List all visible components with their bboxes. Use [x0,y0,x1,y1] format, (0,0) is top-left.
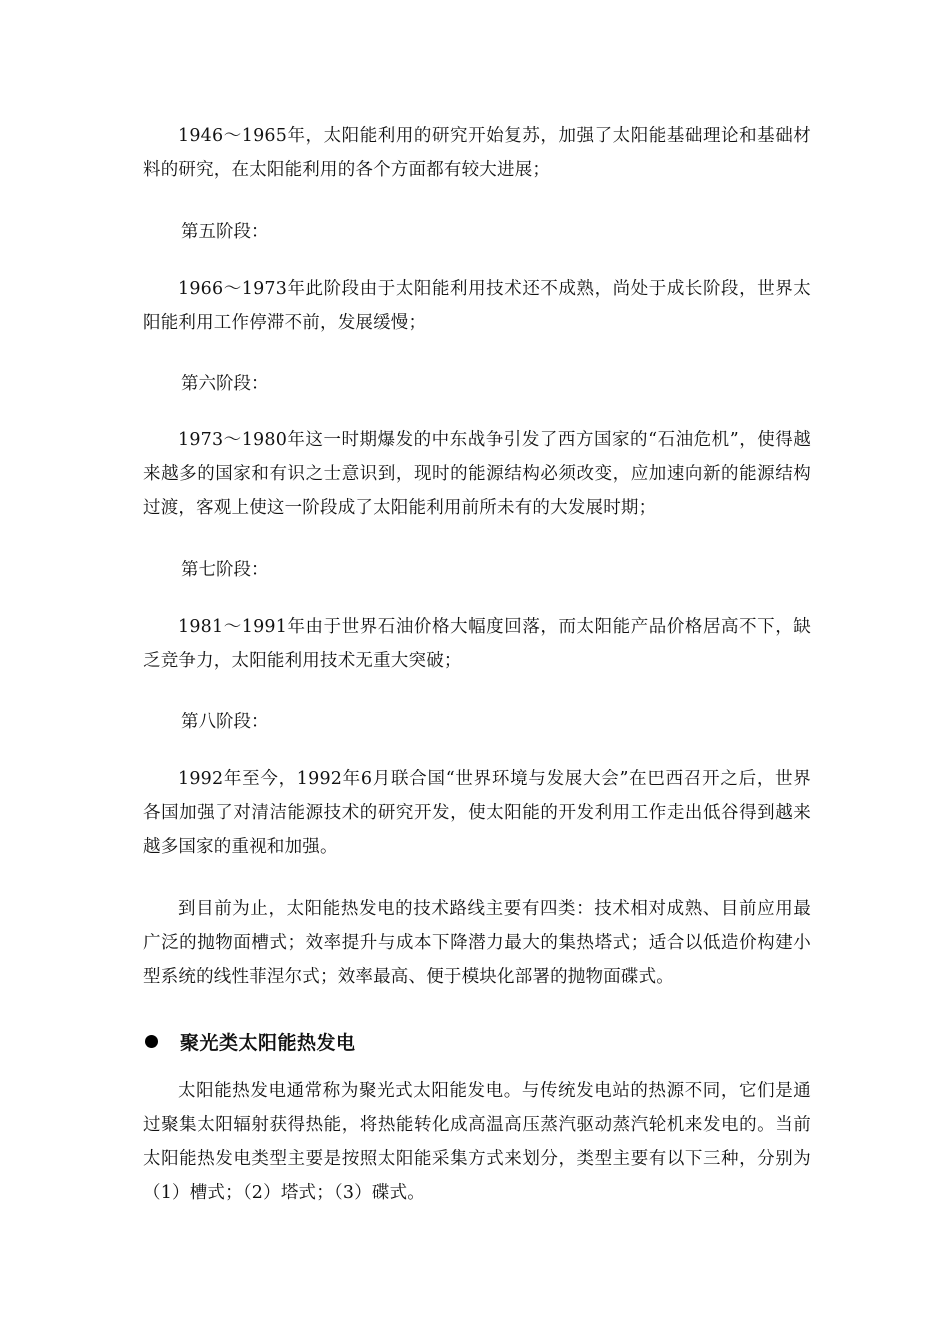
section-heading [145,1024,356,1058]
paragraph-technology-routes: 到目前为止，太阳能热发电的技术路线主要有四类：技术相对成熟、目前应用最广泛的抛物面槽式；效率提升与成本下降潜力最大的集热塔式；适合以低造价构建小型系统的线性菲涅尔式；效率最高、便于模块化部署的抛物面碟式。 [143,899,811,987]
stage-label-5: 第五阶段： [181,222,269,242]
bullet-icon [145,1035,158,1048]
paragraph-1966-1973: 1966～1973年此阶段由于太阳能利用技术还不成熟，尚处于成长阶段，世界太阳能利用工作停滞不前，发展缓慢； [143,279,811,333]
stage-label-6: 第六阶段： [181,374,269,394]
section-heading-text: 聚光类太阳能热发电 [180,1031,356,1054]
stage-label-8: 第八阶段： [181,712,269,732]
paragraph-1946-1965: 1946～1965年，太阳能利用的研究开始复苏，加强了太阳能基础理论和基础材料的研究，在太阳能利用的各个方面都有较大进展； [143,126,811,180]
paragraph-1973-1980: 1973～1980年这一时期爆发的中东战争引发了西方国家的“石油危机”，使得越来越多的国家和有识之士意识到，现时的能源结构必须改变，应加速向新的能源结构过渡，客观上使这一阶段成了太阳能利用前所未有的大发展时期； [143,430,811,518]
stage-label-7: 第七阶段： [181,560,269,580]
paragraph-1992-present: 1992年至今，1992年6月联合国“世界环境与发展大会”在巴西召开之后，世界各国加强了对清洁能源技术的研究开发，使太阳能的开发利用工作走出低谷得到越来越多国家的重视和加强。 [143,769,811,857]
paragraph-concentrated-solar: 太阳能热发电通常称为聚光式太阳能发电。与传统发电站的热源不同，它们是通过聚集太阳辐射获得热能，将热能转化成高温高压蒸汽驱动蒸汽轮机来发电的。当前太阳能热发电类型主要是按照太阳能采集方式来划分，类型主要有以下三种，分别为（1）槽式；（2）塔式；（3）碟式。 [143,1081,811,1203]
paragraph-1981-1991: 1981～1991年由于世界石油价格大幅度回落，而太阳能产品价格居高不下，缺乏竞争力，太阳能利用技术无重大突破； [143,617,811,671]
